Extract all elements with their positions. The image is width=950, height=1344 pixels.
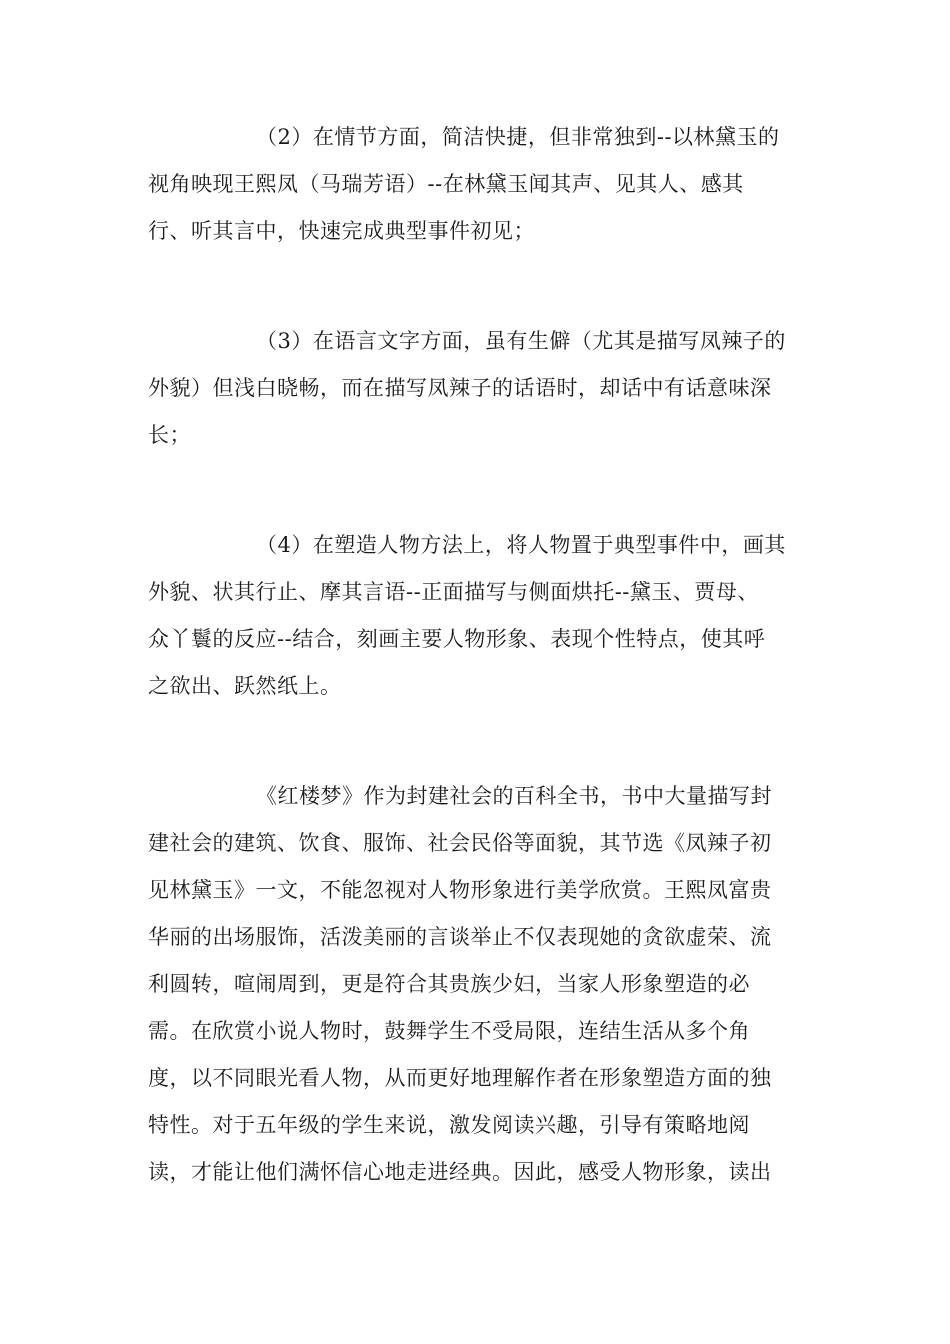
- text-line: 需。在欣赏小说人物时，鼓舞学生不受局限，连结生活从多个角: [148, 1019, 750, 1043]
- text-line: 特性。对于五年级的学生来说，激发阅读兴趣，引导有策略地阅: [148, 1113, 750, 1137]
- text-line: 外貌、状其行止、摩其言语--正面描写与侧面烘托--黛玉、贾母、: [148, 580, 759, 604]
- text-line: 见林黛玉》一文，不能忽视对人物形象进行美学欣赏。王熙凤富贵: [148, 878, 772, 902]
- text-line: （2）在情节方面，简洁快捷，但非常独到--以林黛玉的: [256, 125, 780, 149]
- text-line: 《红楼梦》作为封建社会的百科全书，书中大量描写封: [256, 784, 772, 808]
- text-line: 华丽的出场服饰，活泼美丽的言谈举止不仅表现她的贪欲虚荣、流: [148, 925, 772, 949]
- text-line: 度，以不同眼光看人物，从而更好地理解作者在形象塑造方面的独: [148, 1066, 772, 1090]
- text-line: （4）在塑造人物方法上，将人物置于典型事件中，画其: [256, 533, 786, 557]
- paragraph-characterization: [148, 522, 808, 710]
- text-line: 建社会的建筑、饮食、服饰、社会民俗等面貌，其节选《凤辣子初: [148, 831, 772, 855]
- paragraph-discussion: [148, 773, 808, 1196]
- text-line: 利圆转，喧闹周到，更是符合其贵族少妇，当家人形象塑造的必: [148, 972, 750, 996]
- paragraph-plot: [148, 114, 808, 255]
- text-line: 读，才能让他们满怀信心地走进经典。因此，感受人物形象，读出: [148, 1160, 772, 1184]
- text-line: 行、听其言中，快速完成典型事件初见；: [148, 219, 535, 243]
- text-line: 视角映现王熙凤（马瑞芳语）--在林黛玉闻其声、见其人、感其: [148, 172, 744, 196]
- paragraph-language: [148, 318, 808, 459]
- text-line: 外貌）但浅白晓畅，而在描写凤辣子的话语时，却话中有话意味深: [148, 376, 772, 400]
- text-line: 之欲出、跃然纸上。: [148, 674, 342, 698]
- text-line: 长；: [148, 423, 191, 447]
- text-line: 众丫鬟的反应--结合，刻画主要人物形象、表现个性特点，使其呼: [148, 627, 766, 651]
- text-line: （3）在语言文字方面，虽有生僻（尤其是描写凤辣子的: [256, 329, 786, 353]
